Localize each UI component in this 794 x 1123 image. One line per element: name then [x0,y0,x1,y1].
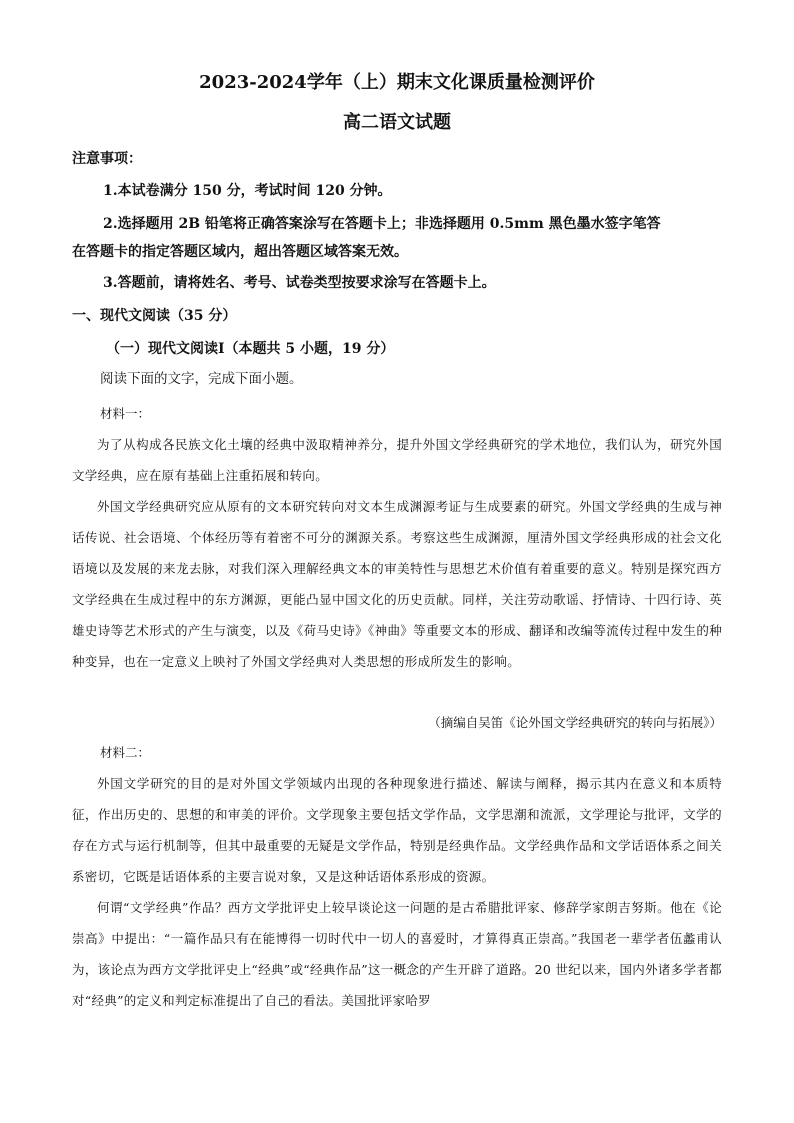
subsection-heading: （一）现代文阅读Ⅰ（本题共 5 小题，19 分） [106,341,395,357]
note-item-1: 1.本试卷满分 150 分，考试时间 120 分钟。 [103,183,392,199]
note-item-2-line-2: 在答题卡的指定答题区域内，超出答题区域答案无效。 [72,244,408,260]
note-item-3: 3.答题前，请将姓名、考号、试卷类型按要求涂写在答题卡上。 [103,275,496,291]
reading-instruction: 阅读下面的文字，完成下面小题。 [100,371,303,387]
material-2-label: 材料二： [100,745,151,760]
section-heading: 一、现代文阅读（35 分） [72,308,237,324]
exam-title: 2023-2024学年（上）期末文化课质量检测评价 [199,72,595,93]
material-2-paragraph-2: 何谓“文学经典”作品？西方文学批评史上较早谈论这一问题的是古希腊批评家、修辞学家朗吉努斯。他在《论崇高》中提出：“一篇作品只有在能博得一切时代中一切人的喜爱时，才算得真正崇高。”我国老一辈学者伍蠡甫认为，该论点为西方文学批评史上“经典”或“经典作品”这一概念的产生开辟了道路。20 世纪以来，国内外诸多学者都对“经典”的定义和判定标准提出了自己的看法。美国批评家哈罗 [72,900,722,1008]
material-1-label: 材料一： [100,406,151,421]
note-item-2-line-1: 2.选择题用 2B 铅笔将正确答案涂写在答题卡上；非选择题用 0.5mm 黑色墨水签字笔答 [103,216,661,232]
exam-subtitle: 高二语文试题 [343,112,451,133]
notes-heading: 注意事项： [72,151,142,167]
material-1-paragraph-2: 外国文学经典研究应从原有的文本研究转向对文本生成渊源考证与生成要素的研究。外国文学经典的生成与神话传说、社会语境、个体经历等有着密不可分的渊源关系。考察这些生成渊源，厘清外国文学经典形成的社会文化语境以及发展的来龙去脉，对我们深入理解经典文本的审美特性与思想艺术价值有着重要的意义。特别是探究西方文学经典在生成过程中的东方渊源，更能凸显中国文化的历史贡献。同样，关注劳动歌谣、抒情诗、十四行诗、英雄史诗等艺术形式的产生与演变，以及《荷马史诗》《神曲》等重要文本的形成、翻译和改编等流传过程中发生的种种变异，也在一定意义上映衬了外国文学经典对人类思想的形成所发生的影响。 [72,499,722,669]
material-2-paragraph-1: 外国文学研究的目的是对外国文学领域内出现的各种现象进行描述、解读与阐释，揭示其内在意义和本质特征，作出历史的、思想的和审美的评价。文学现象主要包括文学作品，文学思潮和流派，文学理论与批评，文学的存在方式与运行机制等，但其中最重要的无疑是文学作品，特别是经典作品。文学经典作品和文学话语体系之间关系密切，它既是话语体系的主要言说对象，又是这种话语体系形成的资源。 [72,776,722,884]
material-1-paragraph-1: 为了从构成各民族文化土壤的经典中汲取精神养分，提升外国文学经典研究的学术地位，我们认为，研究外国文学经典，应在原有基础上注重拓展和转向。 [72,437,722,483]
material-1-source: （摘编自吴笛《论外国文学经典研究的转向与拓展》） [428,715,722,730]
